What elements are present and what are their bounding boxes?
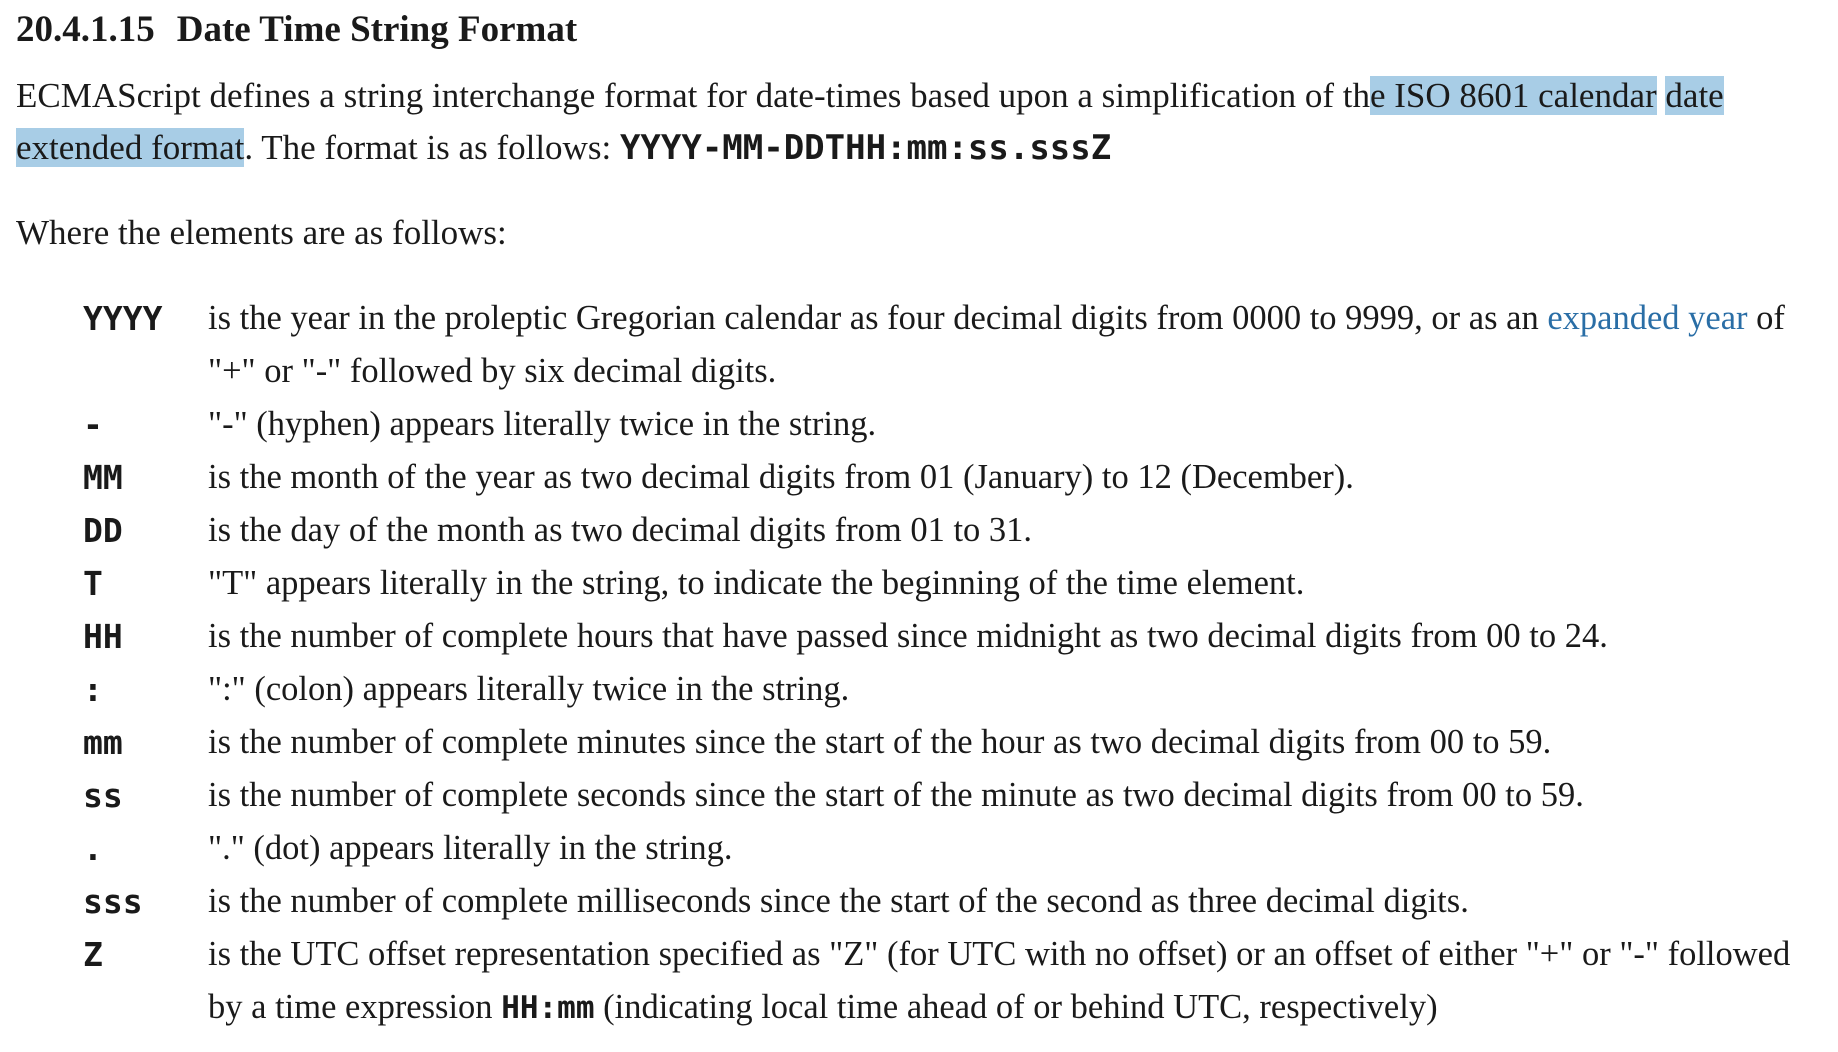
- element-term: T: [83, 564, 103, 603]
- intro-text-after: . The format is as follows:: [244, 128, 620, 167]
- element-desc: is the number of complete seconds since the start of the minute as two decimal digits from 00 to 59.: [208, 776, 1584, 814]
- element-row: [16, 875, 1816, 928]
- element-row: [16, 928, 1816, 1035]
- element-desc: is the number of complete milliseconds since the start of the second as three decimal digits.: [208, 882, 1469, 920]
- section-number: 20.4.1.15: [16, 9, 155, 50]
- element-row: [16, 769, 1816, 822]
- element-desc: "." (dot) appears literally in the string.: [208, 829, 733, 867]
- element-desc: [208, 928, 1816, 1035]
- element-term: sss: [83, 882, 143, 921]
- element-term: YYYY: [83, 299, 163, 338]
- where-text: Where the elements are as follows:: [16, 213, 507, 252]
- element-term: MM: [83, 458, 123, 497]
- section-heading: [16, 8, 1816, 52]
- spec-page: [16, 0, 1816, 1035]
- selected-text-continued: date extended format: [16, 76, 1724, 167]
- element-row: [16, 398, 1816, 451]
- time-expression-code: HH:mm: [501, 990, 595, 1026]
- element-row: [16, 716, 1816, 769]
- selected-text: e ISO 8601 calendar: [1369, 76, 1657, 115]
- element-desc: ":" (colon) appears literally twice in the string.: [208, 670, 850, 708]
- format-code: YYYY-MM-DDTHH:mm:ss.sssZ: [619, 128, 1112, 168]
- element-row: [16, 504, 1816, 557]
- element-desc: [208, 292, 1816, 398]
- element-desc: is the number of complete minutes since the start of the hour as two decimal digits from 00 to 59.: [208, 723, 1552, 761]
- element-desc: is the number of complete hours that have passed since midnight as two decimal digits from 00 to 24.: [208, 617, 1608, 655]
- element-row: [16, 557, 1816, 610]
- elements-list: [16, 292, 1816, 1035]
- element-desc: "T" appears literally in the string, to indicate the beginning of the time element.: [208, 564, 1305, 602]
- element-row: [16, 292, 1816, 398]
- element-desc-text-after: of "+" or "-" followed by six decimal digits.: [208, 299, 1785, 390]
- section-title: Date Time String Format: [176, 9, 578, 50]
- element-term: .: [83, 829, 103, 868]
- element-term: -: [83, 405, 103, 444]
- intro-paragraph: [16, 70, 1816, 174]
- element-term: :: [83, 670, 103, 709]
- intro-text: ECMAScript defines a string interchange format for date-times based upon a simplification of th: [16, 76, 1370, 115]
- element-desc-text: is the year in the proleptic Gregorian calendar as four decimal digits from 0000 to 9999, or as an: [208, 299, 1548, 337]
- element-term: ss: [83, 776, 123, 815]
- element-desc: "-" (hyphen) appears literally twice in the string.: [208, 405, 877, 443]
- element-row: [16, 610, 1816, 663]
- element-row: [16, 822, 1816, 875]
- element-term: Z: [83, 935, 103, 974]
- element-term: DD: [83, 511, 123, 550]
- element-desc-text-after: (indicating local time ahead of or behind UTC, respectively): [594, 988, 1438, 1026]
- element-term: HH: [83, 617, 123, 656]
- expanded-year-link[interactable]: expanded year: [1547, 299, 1748, 337]
- element-desc: is the month of the year as two decimal digits from 01 (January) to 12 (December).: [208, 458, 1354, 496]
- element-row: [16, 663, 1816, 716]
- element-desc-text: is the UTC offset representation specified as "Z" (for UTC with no offset) or an offset of either "+" or "-" followed by a time expression: [208, 935, 1791, 1026]
- element-row: [16, 451, 1816, 504]
- element-desc: is the day of the month as two decimal digits from 01 to 31.: [208, 511, 1033, 549]
- element-term: mm: [83, 723, 123, 762]
